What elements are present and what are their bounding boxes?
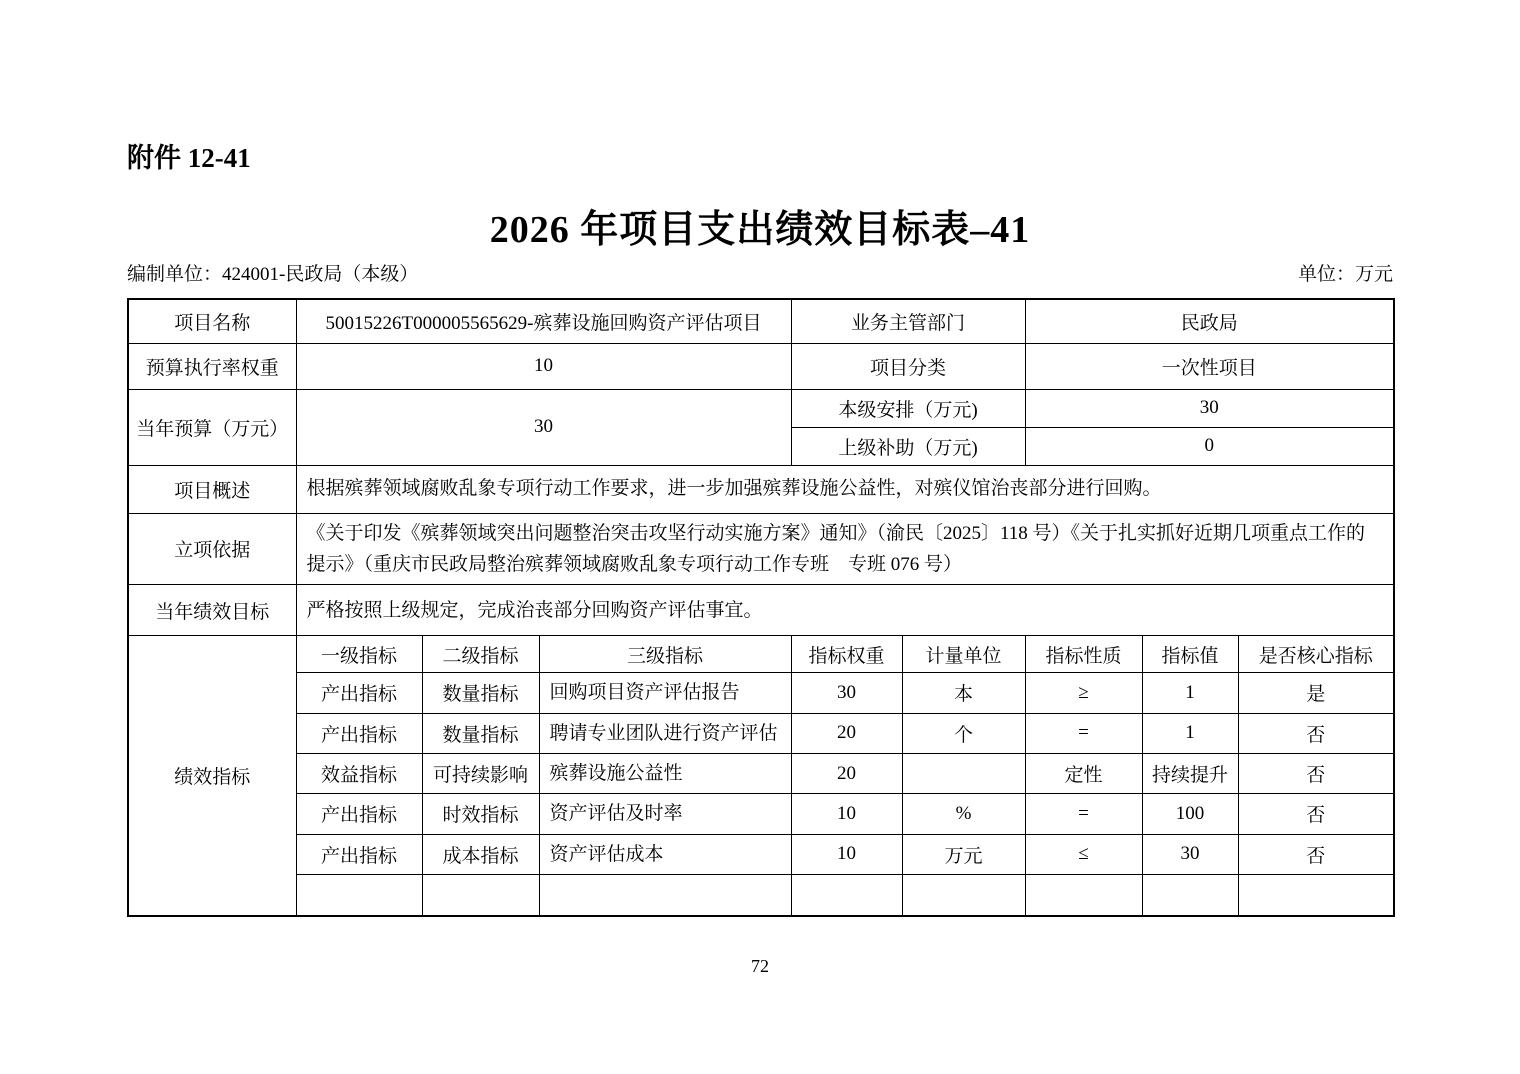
indicator-header: 一级指标 <box>296 636 422 673</box>
table-row <box>128 299 1394 343</box>
prepared-by <box>127 263 418 287</box>
indicator-cell: % <box>902 794 1025 834</box>
overview-label: 项目概述 <box>128 465 296 513</box>
superior-subsidy-value: 0 <box>1025 427 1394 465</box>
indicator-cell: 成本指标 <box>422 834 539 874</box>
indicator-cell: 资产评估及时率 <box>539 794 791 834</box>
local-arrangement-label: 本级安排（万元) <box>791 389 1025 427</box>
indicator-row-empty <box>128 874 1394 916</box>
indicator-cell <box>1025 874 1142 916</box>
project-name-value: 50015226T000005565629-殡葬设施回购资产评估项目 <box>296 299 791 343</box>
indicator-row <box>128 794 1394 834</box>
indicator-row <box>128 753 1394 793</box>
indicator-cell: 30 <box>791 673 902 713</box>
dept-label: 业务主管部门 <box>791 299 1025 343</box>
indicator-cell: 1 <box>1142 673 1238 713</box>
unit-note: 单位：万元 <box>1297 264 1393 285</box>
indicator-cell: 时效指标 <box>422 794 539 834</box>
attachment-label: 附件 12-41 <box>127 143 251 173</box>
indicator-row <box>128 673 1394 713</box>
page-number: 72 <box>751 956 769 976</box>
indicator-header: 指标权重 <box>791 636 902 673</box>
indicator-cell <box>902 874 1025 916</box>
indicator-cell: 10 <box>791 794 902 834</box>
table-row <box>128 343 1394 389</box>
indicator-cell: 产出指标 <box>296 834 422 874</box>
indicator-cell <box>791 874 902 916</box>
indicator-cell: = <box>1025 794 1142 834</box>
goal-value: 严格按照上级规定，完成治丧部分回购资产评估事宜。 <box>296 585 1394 636</box>
indicator-cell: 20 <box>791 713 902 753</box>
indicator-header: 指标值 <box>1142 636 1238 673</box>
year-budget-label: 当年预算（万元） <box>128 389 296 465</box>
indicator-cell: 30 <box>1142 834 1238 874</box>
indicator-cell: 产出指标 <box>296 673 422 713</box>
indicator-cell <box>902 753 1025 793</box>
indicators-section-label: 绩效指标 <box>128 636 296 917</box>
indicator-cell: 可持续影响 <box>422 753 539 793</box>
indicator-cell: 数量指标 <box>422 673 539 713</box>
indicator-cell: 100 <box>1142 794 1238 834</box>
prepared-by-value: 424001-民政局（本级） <box>222 264 419 285</box>
performance-target-table <box>127 298 1395 917</box>
indicator-cell: 10 <box>791 834 902 874</box>
overview-value: 根据殡葬领域腐败乱象专项行动工作要求，进一步加强殡葬设施公益性，对殡仪馆治丧部分进行回购。 <box>296 465 1394 513</box>
goal-label: 当年绩效目标 <box>128 585 296 636</box>
indicator-cell: 否 <box>1238 753 1394 793</box>
indicator-cell: 是 <box>1238 673 1394 713</box>
meta-row <box>127 263 1393 287</box>
table-row <box>128 465 1394 513</box>
category-label: 项目分类 <box>791 343 1025 389</box>
indicator-cell: 回购项目资产评估报告 <box>539 673 791 713</box>
budget-rate-label: 预算执行率权重 <box>128 343 296 389</box>
indicator-cell: = <box>1025 713 1142 753</box>
indicator-cell: 否 <box>1238 834 1394 874</box>
year-budget-value: 30 <box>296 389 791 465</box>
indicator-header-row <box>128 636 1394 673</box>
prepared-by-label: 编制单位： <box>127 264 223 285</box>
indicator-cell <box>1238 874 1394 916</box>
indicator-cell: 效益指标 <box>296 753 422 793</box>
indicator-cell: 20 <box>791 753 902 793</box>
indicator-cell: 本 <box>902 673 1025 713</box>
indicator-row <box>128 713 1394 753</box>
indicator-cell: 资产评估成本 <box>539 834 791 874</box>
indicator-cell: 定性 <box>1025 753 1142 793</box>
basis-label: 立项依据 <box>128 513 296 585</box>
local-arrangement-value: 30 <box>1025 389 1394 427</box>
indicator-cell <box>539 874 791 916</box>
superior-subsidy-label: 上级补助（万元) <box>791 427 1025 465</box>
indicator-cell: 1 <box>1142 713 1238 753</box>
indicator-header: 计量单位 <box>902 636 1025 673</box>
table-row <box>128 513 1394 585</box>
indicator-cell: 个 <box>902 713 1025 753</box>
indicator-header: 是否核心指标 <box>1238 636 1394 673</box>
indicator-header: 二级指标 <box>422 636 539 673</box>
indicator-cell <box>296 874 422 916</box>
indicator-cell: 否 <box>1238 794 1394 834</box>
basis-value: 《关于印发《殡葬领域突出问题整治突击攻坚行动实施方案》通知》（渝民〔2025〕118 号）《关于扎实抓好近期几项重点工作的提示》（重庆市民政局整治殡葬领域腐败乱象专项行动工作专班 专班 076 号） <box>296 513 1394 585</box>
indicator-header: 三级指标 <box>539 636 791 673</box>
table-row <box>128 585 1394 636</box>
indicator-cell: ≤ <box>1025 834 1142 874</box>
indicator-cell: 否 <box>1238 713 1394 753</box>
page-title: 2026 年项目支出绩效目标表–41 <box>489 209 1031 251</box>
indicator-cell: 数量指标 <box>422 713 539 753</box>
project-name-label: 项目名称 <box>128 299 296 343</box>
category-value: 一次性项目 <box>1025 343 1394 389</box>
indicator-cell: 产出指标 <box>296 713 422 753</box>
indicator-row <box>128 834 1394 874</box>
indicator-cell: 产出指标 <box>296 794 422 834</box>
indicator-cell: ≥ <box>1025 673 1142 713</box>
budget-rate-value: 10 <box>296 343 791 389</box>
dept-value: 民政局 <box>1025 299 1394 343</box>
indicator-cell <box>1142 874 1238 916</box>
indicator-cell: 殡葬设施公益性 <box>539 753 791 793</box>
indicator-cell <box>422 874 539 916</box>
indicator-cell: 聘请专业团队进行资产评估 <box>539 713 791 753</box>
indicator-cell: 持续提升 <box>1142 753 1238 793</box>
table-row <box>128 389 1394 427</box>
indicator-header: 指标性质 <box>1025 636 1142 673</box>
indicator-cell: 万元 <box>902 834 1025 874</box>
